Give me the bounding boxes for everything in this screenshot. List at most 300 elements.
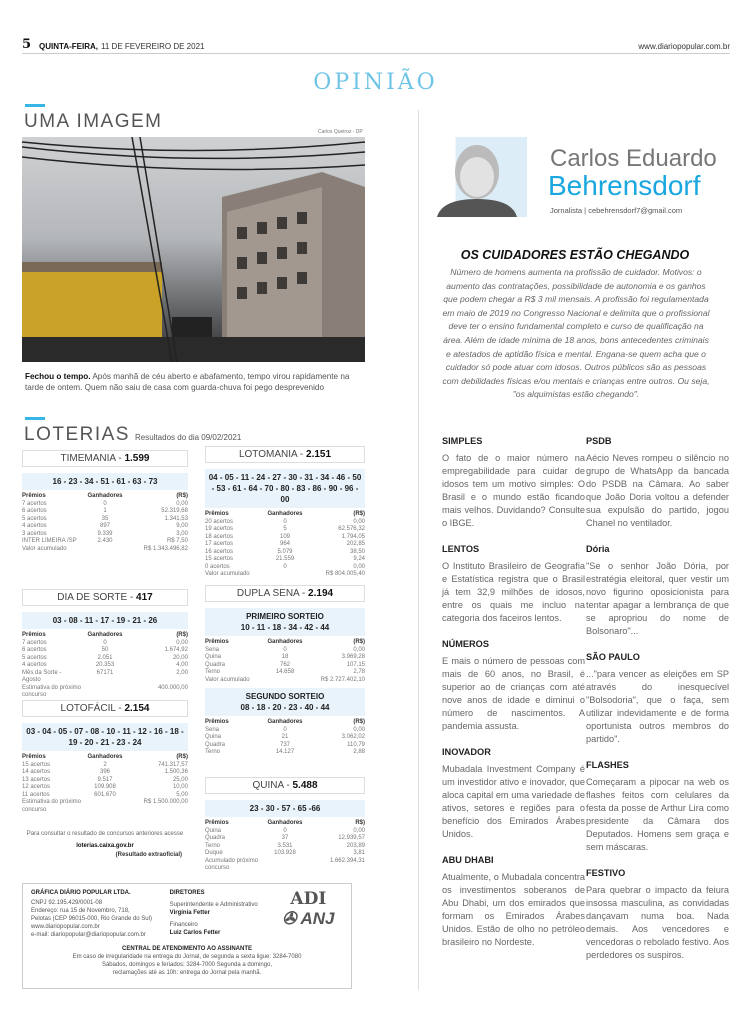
table-row	[205, 519, 365, 527]
support-text: Em caso de irregularidade na entrega do Jornal, de segunda a sexta ligue: 3284-7080	[72, 954, 302, 960]
address: Pelotas (CEP 96015-000, Rio Grande do Sul)	[31, 916, 152, 922]
notes-column-1	[442, 435, 585, 962]
lottery-date: Resultados do dia 09/02/2021	[135, 433, 242, 442]
accent-bar	[25, 417, 45, 420]
support-title: CENTRAL DE ATENDIMENTO AO ASSINANTE	[121, 946, 252, 952]
table-cell: 9,00	[176, 523, 188, 529]
table-cell: 741.317,57	[157, 761, 188, 768]
table-cell	[81, 685, 128, 700]
note-text: Mubadala Investment Company é um investidor ativo e inovador, que aloca capital em uma variedade de ativos, setores e regiões para o benefício dos Emirados Árabes Unidos.	[442, 764, 585, 839]
table-cell	[81, 546, 128, 554]
table-cell: 18	[281, 654, 289, 660]
table-row	[22, 784, 188, 792]
lottery-title	[22, 450, 188, 467]
table-row	[22, 516, 188, 524]
website[interactable]: www.diariopopular.com.br	[31, 924, 100, 930]
note-heading: ABU DHABI	[442, 855, 494, 865]
table-cell: 2,78	[353, 669, 365, 675]
author-portrait	[432, 137, 527, 217]
table-cell: 0	[283, 563, 287, 570]
drawn-numbers	[205, 469, 365, 508]
table-row	[205, 541, 365, 549]
column-header: (R$)	[176, 754, 188, 760]
table-cell: 25,00	[172, 776, 188, 783]
table-cell: 38,50	[349, 548, 365, 555]
director-role: Superintendente e Administrativo	[169, 902, 258, 908]
table-cell: 9.517	[97, 776, 113, 783]
table-row	[22, 670, 188, 685]
table-cell: 2	[103, 761, 107, 768]
table-cell: 20 acertos	[205, 518, 234, 525]
numbers: 10 - 11 - 18 - 34 - 42 - 44	[240, 623, 330, 632]
table-cell: 2,00	[176, 669, 188, 676]
table-row	[22, 792, 188, 800]
table-cell: 5	[283, 526, 287, 532]
table-cell: R$ 1.343.496,82	[143, 545, 188, 552]
table-cell: R$ 1.500.000,00	[143, 799, 188, 805]
table-cell: 1.662.394,31	[329, 857, 365, 864]
masthead-box	[22, 883, 352, 989]
unofficial-note: (Resultado extraoficial)	[115, 852, 182, 858]
author-contact: Jornalista | cebehrensdorf7@gmail.com	[550, 206, 683, 215]
directors-title: DIRETORES	[169, 890, 205, 896]
lottery-diadesorte	[22, 589, 188, 700]
table-cell	[81, 799, 128, 814]
table-row	[22, 777, 188, 785]
table-cell: 762	[279, 661, 290, 668]
table-cell: 3.531	[277, 842, 293, 849]
column-header: Prêmios	[205, 511, 229, 517]
lottery-contest: 2.154	[124, 703, 150, 714]
table-cell: Terno	[205, 749, 221, 755]
lottery-lotomania	[205, 446, 365, 579]
photo-illustration	[22, 137, 365, 362]
address: Endereço: rua 15 de Novembro, 718,	[31, 908, 130, 914]
numbers: 16 - 23 - 34 - 51 - 61 - 63 - 73	[52, 477, 158, 486]
table-cell: R$ 2.727.402,10	[320, 676, 365, 683]
table-cell	[262, 858, 308, 873]
numbers: 03 - 04 - 05 - 07 - 08 - 10 - 11 - 12 - 16 - 18 - 19 - 20 - 21 - 23 - 24	[26, 727, 184, 747]
table-cell: 202,85	[346, 541, 365, 547]
column-header: Ganhadores	[87, 754, 123, 760]
lottery-lotofacil	[22, 700, 188, 814]
note-text: Começaram a pipocar na web os flashes feitos com celulares da festa da posse de Arthur Lira como presidente da Câmara dos Deputados. Homens sem graça e sem máscaras.	[586, 777, 729, 852]
table-cell: 107,15	[346, 661, 365, 668]
column-header: (R$)	[176, 493, 188, 499]
table-cell: 0	[283, 646, 287, 653]
lottery-title	[22, 589, 188, 606]
table-header	[205, 719, 365, 727]
table-row	[205, 556, 365, 564]
table-header	[22, 754, 188, 762]
table-row	[22, 685, 188, 700]
column-header: Ganhadores	[267, 719, 303, 725]
table-cell: 400.000,00	[157, 684, 188, 691]
lottery-contest: 2.194	[308, 588, 334, 599]
table-cell: Terno	[205, 842, 221, 849]
table-row	[205, 858, 365, 873]
notes-column-2	[586, 435, 729, 975]
table-cell: INTER LIMEIRA /SP	[22, 538, 77, 544]
site-url[interactable]: www.diariopopular.com.br	[638, 42, 730, 51]
table-cell: 12 acertos	[22, 784, 51, 790]
table-cell: R$ 804.005,40	[325, 571, 365, 577]
note-heading: INOVADOR	[442, 747, 491, 757]
table-cell: 0,00	[353, 726, 365, 733]
column-header: Ganhadores	[267, 511, 303, 517]
table-cell: 19 acertos	[205, 526, 234, 532]
lottery-link[interactable]: loterias.caixa.gov.br	[76, 843, 134, 849]
table-cell: Quina	[205, 827, 222, 834]
table-cell: Terno	[205, 669, 221, 675]
table-cell: 1.341,53	[164, 515, 188, 522]
table-cell: 35	[101, 515, 109, 522]
table-cell: 50	[101, 647, 109, 653]
photo-caption	[25, 371, 365, 393]
table-cell: 0	[283, 518, 287, 525]
table-cell: 601.670	[94, 791, 116, 798]
table-cell: 2,88	[353, 749, 365, 755]
table-cell: 4 acertos	[22, 662, 47, 668]
director-name: Luiz Carlos Fetter	[169, 930, 221, 936]
author-photo	[432, 137, 527, 217]
caption-lead: Fechou o tempo.	[25, 372, 91, 381]
note-text: Para quebrar o impacto da feiura insossa masculina, as convidadas dançavam numa boa. Nada demais. Aos vencedores e vencedoras o rebolado festivo. Aos perdedores os suspiros.	[586, 885, 730, 960]
table-cell	[262, 571, 308, 579]
column-header: Prêmios	[22, 754, 46, 760]
table-row	[22, 523, 188, 531]
table-row	[22, 531, 188, 539]
table-cell	[262, 677, 308, 685]
accent-bar	[25, 104, 45, 107]
table-cell: 0,00	[353, 827, 365, 834]
note-heading: FLASHES	[586, 760, 629, 770]
table-row	[205, 843, 365, 851]
table-row	[205, 549, 365, 557]
table-header	[205, 511, 365, 519]
table-row	[205, 534, 365, 542]
note-heading: SIMPLES	[442, 436, 483, 446]
table-cell: 3.062,02	[341, 734, 365, 740]
table-row	[205, 749, 365, 757]
table-row	[205, 742, 365, 750]
table-cell: Quina	[205, 654, 222, 660]
table-cell: Valor acumulado	[205, 571, 250, 577]
table-cell: Duque	[205, 850, 223, 856]
table-cell: 4 acertos	[22, 523, 47, 529]
table-cell: 52.319,68	[161, 508, 188, 514]
table-cell: 109.908	[94, 784, 116, 790]
table-cell: Valor acumulado	[205, 676, 250, 683]
table-row	[205, 835, 365, 843]
table-cell: 14.658	[275, 669, 295, 675]
table-cell: 0	[283, 827, 287, 834]
column-header: Ganhadores	[267, 820, 303, 826]
table-cell: 1.674,92	[164, 647, 188, 653]
author-last-name: Behrensdorf	[548, 170, 701, 201]
image-section-title: UMA IMAGEM	[24, 111, 163, 132]
lottery-name: LOTOMANIA -	[238, 449, 307, 460]
table-cell: Acumulado próximo concurso	[205, 857, 259, 871]
table-cell: Quadra	[205, 741, 226, 748]
table-cell: 20.353	[95, 662, 115, 668]
lottery-name: DUPLA SENA -	[236, 588, 309, 599]
table-row	[205, 677, 365, 685]
note-heading: NÚMEROS	[442, 639, 489, 649]
note-text: Aécio Neves rompeu o silêncio no grupo de WhatsApp da bancada do PSDB na Câmara. Ao saber que João Doria voltou a defender sua expulsão do partido, jogou Chanel no ventilador.	[586, 453, 729, 528]
table-cell: 0,00	[353, 646, 365, 653]
table-cell: 0 acertos	[205, 563, 230, 570]
table-cell: 14 acertos	[22, 769, 51, 775]
table-cell: 5.079	[277, 548, 293, 555]
section-title: OPINIÃO	[313, 70, 438, 95]
table-cell: 5,00	[176, 791, 188, 798]
drawn-numbers	[205, 688, 365, 716]
table-row	[22, 655, 188, 663]
table-cell: 110,79	[347, 741, 365, 748]
lottery-contest: 2.151	[306, 449, 332, 460]
table-cell: 3,81	[353, 850, 365, 856]
lottery-duplasena	[205, 585, 365, 761]
photo-credit: Carlos Queiroz - DP	[318, 129, 363, 135]
director-name: Virgínia Fetter	[169, 910, 210, 916]
email[interactable]: e-mail: diariopopular@diariopopular.com.br	[31, 932, 146, 938]
table-cell: 1.794,05	[341, 533, 365, 540]
note-text: Para consultar o resultado de concursos anteriores acesse	[26, 831, 184, 837]
date: 11 DE FEVEREIRO DE 2021	[101, 42, 205, 51]
table-cell: 6 acertos	[22, 508, 47, 514]
column-divider	[418, 110, 419, 990]
table-row	[22, 538, 188, 546]
director-role: Financeiro	[169, 922, 198, 928]
table-header	[22, 493, 188, 501]
table-cell: Quadra	[205, 661, 226, 668]
table-row	[22, 769, 188, 777]
column-header: R$)	[355, 820, 365, 826]
draw-label: SEGUNDO SORTEIO	[245, 692, 325, 701]
table-row	[205, 647, 365, 655]
note-text: O Instituto Brasileiro de Geografia e Estatística registra que o Brasil já tem 32,9 milhões de idosos, entre os quais me incluo na categoria dos faceiros lentos.	[442, 561, 585, 623]
table-cell: 67171	[96, 669, 114, 676]
lottery-note	[22, 828, 188, 852]
column-header: (R$)	[176, 632, 188, 638]
table-cell: 15 acertos	[22, 761, 51, 768]
table-cell: 3.969,28	[341, 654, 365, 660]
numbers: 23 - 30 - 57 - 65 -66	[249, 804, 321, 813]
lottery-name: QUINA -	[252, 780, 293, 791]
table-cell: 5 acertos	[22, 654, 47, 661]
table-row	[22, 546, 188, 554]
lottery-contest: 1.599	[124, 453, 150, 464]
numbers: 03 - 08 - 11 - 17 - 19 - 21 - 26	[52, 616, 158, 625]
author-first-name: Carlos Eduardo	[550, 145, 717, 172]
drawn-numbers	[22, 612, 188, 629]
spacer	[205, 757, 365, 761]
table-cell: 1	[103, 508, 107, 514]
table-cell: 7 acertos	[22, 639, 47, 646]
table-cell: 9,24	[353, 556, 365, 562]
note-text: O fato de o maior número na empregabilidade para cuidar de idosos tem um motivo simples: O Brasil e o mundo estão ficando mais velhos. Duvidando? Consulte o IBGE.	[442, 453, 585, 528]
table-cell: 2.430	[97, 538, 113, 544]
table-cell: 0,00	[176, 639, 188, 646]
table-row	[22, 762, 188, 770]
table-cell: 62.576,32	[338, 526, 365, 532]
table-row	[22, 799, 188, 814]
lottery-title	[205, 585, 365, 602]
table-cell: 12.939,57	[338, 835, 365, 841]
numbers: 04 - 05 - 11 - 24 - 27 - 30 - 31 - 34 - 46 - 50 - 53 - 61 - 64 - 70 - 80 - 83 - 86 - 90 - 96 - 00	[208, 473, 362, 504]
table-cell: 10,00	[172, 784, 188, 790]
table-row	[205, 662, 365, 670]
table-cell: 16 acertos	[205, 548, 234, 555]
table-cell: 1.500,36	[164, 769, 188, 775]
column-lead: Número de homens aumenta na profissão de cuidador. Motivos: o aumento das contratações, possibilidade de autonomia e os ganhos que podem chegar a R$ 3 mil mensais. A profissão foi regulamentada em maio de 2019 no Congresso Nacional e delimita que o profissional deve ter o ensino fundamental completo e curso de qualificação na área. Além de idade mínima de 18 anos, bons antecedentes criminais e atestados de aptidão física e mental. Engana-se quem acha que o cuidador só pode atuar com idosos. Outros públicos são as pessoas com debilidades físicas e/ou mentais e crianças entre outros. Ou seja, "os alquimistas estão chegando".	[442, 267, 710, 400]
table-cell: 13 acertos	[22, 776, 51, 783]
lottery-quina	[205, 777, 365, 873]
column-header: Ganhadores	[87, 493, 123, 499]
table-row	[205, 828, 365, 836]
lottery-name: TIMEMANIA -	[60, 453, 125, 464]
table-cell: 6 acertos	[22, 647, 47, 653]
table-cell: 109	[279, 533, 290, 540]
note-text: "Se o senhor João Dória, por estratégia eleitoral, quer vestir um novo figurino oposicionista para tentar apagar a lembrança de que se apropriou do nome de Bolsonaro"...	[586, 561, 729, 636]
table-row	[205, 571, 365, 579]
table-row	[205, 526, 365, 534]
lottery-contest: 417	[136, 592, 153, 603]
table-cell: Mês da Sorte - Agosto	[22, 669, 62, 683]
table-row	[205, 727, 365, 735]
lottery-contest: 5.488	[292, 780, 318, 791]
note-text: E mais o número de pessoas com mais de 60 anos, no Brasil, é superior ao de crianças com até nove anos de idade e diminui o número de nascimentos. A pandemia assusta.	[442, 656, 585, 731]
note-heading: Dória	[586, 544, 610, 554]
table-header	[205, 639, 365, 647]
table-cell: 0,00	[353, 518, 365, 525]
table-cell: 396	[99, 769, 110, 775]
column-header: Prêmios	[22, 493, 46, 499]
drawn-numbers	[205, 800, 365, 817]
table-cell: 20,00	[172, 654, 188, 661]
adi-logo: ADI	[290, 889, 327, 909]
caption-text: Após manhã de céu aberto e abafamento, tempo virou rapidamente na tarde de ontem. Quem não saiu de casa com guarda-chuva foi pego desprevenido	[25, 372, 350, 392]
table-cell: 7 acertos	[22, 500, 47, 507]
anj-logo: ✇ ANJ	[282, 909, 335, 928]
table-cell: 0	[103, 500, 107, 507]
drawn-numbers	[205, 608, 365, 636]
column-header: (R$)	[353, 511, 365, 517]
table-cell: 897	[99, 523, 110, 529]
note-text: Atualmente, o Mubadala concentra os investimentos soberanos de Abu Dhabi, um dos emirados que formam os Emirados Árabes Unidos. Estão de olho no petróleo brasileiro no Nordeste.	[442, 872, 585, 947]
table-row	[22, 640, 188, 648]
column-header: Ganhadores	[87, 632, 123, 638]
table-row	[205, 850, 365, 858]
table-header	[205, 820, 365, 828]
table-cell: 2.051	[97, 654, 113, 661]
support-text: Sábados, domingos e feriados: 3284-7000 Segunda a domingo,	[101, 962, 273, 968]
table-cell: Sena	[205, 646, 220, 653]
column-header: Ganhadores	[267, 639, 303, 645]
note-heading: PSDB	[586, 436, 612, 446]
table-cell: 17 acertos	[205, 541, 234, 547]
column-header: Prêmios	[22, 632, 46, 638]
table-cell: Estimativa do próximo concurso	[22, 799, 82, 813]
table-cell: 0,00	[176, 500, 188, 507]
support-text: reclamações até as 10h: entrega do Jornal pela manhã.	[112, 970, 262, 976]
table-cell: 11 acertos	[22, 791, 50, 798]
table-header	[22, 632, 188, 640]
page-number: 5	[22, 37, 32, 52]
numbers: 08 - 18 - 20 - 23 - 40 - 44	[240, 703, 330, 712]
note-heading: LENTOS	[442, 544, 480, 554]
lottery-timemania	[22, 450, 188, 553]
lottery-title	[205, 446, 365, 463]
table-cell: 3 acertos	[22, 530, 47, 537]
lottery-name: DIA DE SORTE -	[57, 592, 137, 603]
table-row	[205, 654, 365, 662]
drawn-numbers	[22, 473, 188, 490]
table-cell: 737	[279, 741, 290, 748]
table-cell: 0	[103, 639, 107, 646]
street-photo	[22, 137, 365, 362]
note-heading: SÃO PAULO	[586, 652, 640, 662]
table-row	[205, 564, 365, 572]
table-cell: 37	[281, 835, 289, 841]
table-cell: 3,00	[176, 530, 188, 537]
table-cell: 964	[279, 541, 290, 547]
table-row	[22, 508, 188, 516]
table-row	[205, 669, 365, 677]
lottery-section-title: LOTERIAS	[24, 424, 130, 445]
table-cell: 203,89	[346, 842, 365, 849]
drawn-numbers	[22, 723, 188, 751]
table-cell: 21	[281, 734, 289, 740]
weekday: QUINTA-FEIRA,	[39, 42, 99, 51]
table-cell: Quadra	[205, 835, 226, 841]
table-cell: 9.339	[97, 530, 113, 537]
table-cell: Estimativa do próximo concurso	[22, 684, 82, 698]
table-cell: Sena	[205, 726, 220, 733]
column-header: Prêmios	[205, 820, 229, 826]
lottery-title	[22, 700, 188, 717]
table-cell: 103.928	[274, 850, 296, 856]
table-cell: R$ 7,50	[166, 538, 188, 544]
table-row	[205, 734, 365, 742]
draw-label: PRIMEIRO SORTEIO	[246, 612, 324, 621]
lottery-name: LOTOFÁCIL -	[60, 703, 125, 714]
lottery-title	[205, 777, 365, 794]
table-cell: 5 acertos	[22, 515, 47, 522]
table-cell: Valor acumulado	[22, 545, 67, 552]
table-cell: Quina	[205, 734, 222, 740]
column-header: Prêmios	[205, 719, 229, 725]
column-headline: OS CUIDADORES ESTÃO CHEGANDO	[460, 248, 690, 262]
note-heading: FESTIVO	[586, 868, 626, 878]
table-cell: 15 acertos	[205, 556, 234, 562]
table-cell: 14.127	[275, 749, 295, 755]
table-cell: 18 acertos	[205, 533, 234, 540]
table-row	[22, 662, 188, 670]
table-row	[22, 501, 188, 509]
table-cell: 4,00	[176, 662, 188, 668]
table-cell: 0	[283, 726, 287, 733]
page-header	[22, 37, 730, 54]
note-text: ..."para vencer as eleições em SP através do inesquecível "Bolsodoria", que o faça, sem utilizar indevidamente e de forma oportunista outros membros do partido".	[586, 669, 729, 744]
table-cell: 0,00	[353, 563, 365, 570]
company-name: GRÁFICA DIÁRIO POPULAR LTDA.	[31, 890, 131, 896]
column-header: (R$)	[353, 639, 365, 645]
cnpj: CNPJ 92.195.429/0001-08	[31, 900, 103, 906]
table-cell: 21.559	[275, 556, 295, 562]
table-row	[22, 647, 188, 655]
